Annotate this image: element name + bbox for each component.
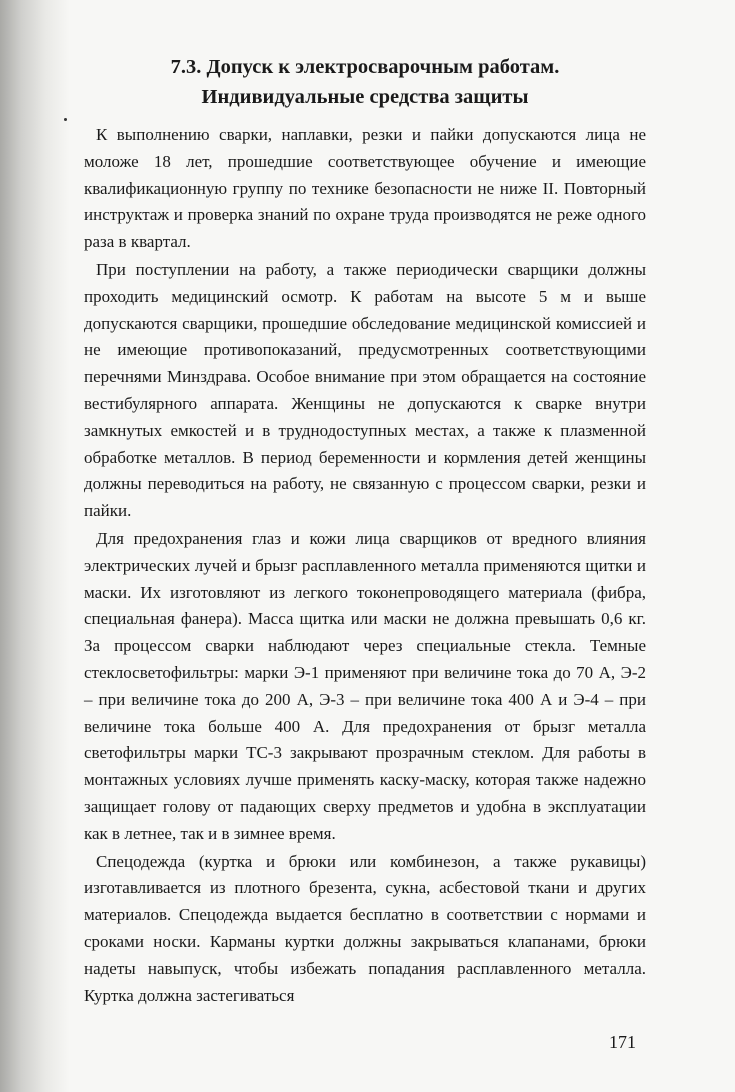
section-heading-line-1: 7.3. Допуск к электросварочным работам. [170,56,560,78]
paragraph-medical-examination: При поступлении на работу, а также периодически сварщики должны проходить медицинский осмотр. К работам на высоте 5 м и выше допускаются сварщики, прошедшие обследование медицинской комиссией и не имеющие противопоказаний, предусмотренных соответствующими перечнями Минздрава. Особое внимание при этом обращается на состояние вестибулярного аппарата. Женщины не допускаются к сварке внутри замкнутых емкостей и в труднодоступных местах, а также к плазменной обработке металлов. В период беременности и кормления детей женщины должны переводиться на работу, не связанную с процессом сварки, резки и пайки. [84,259,646,521]
scan-speck [64,118,67,121]
paragraph-protective-clothing: Спецодежда (куртка и брюки или комбинезон, а также рукавицы) изготавливается из плотного брезента, сукна, асбестовой ткани и других материалов. Спецодежда выдается бесплатно в соответствии с нормами и сроками носки. Карманы куртки должны закрываться клапанами, брюки надеты навыпуск, чтобы избежать попадания расплавленного металла. Куртка должна застегиваться [84,851,646,1005]
section-heading [84,52,646,112]
paragraph-admission-requirements: К выполнению сварки, наплавки, резки и пайки допускаются лица не моложе 18 лет, прошедшие соответствующее обучение и имеющие квалификационную группу по технике безопасности не ниже II. Повторный инструктаж и проверка знаний по охране труда производятся не реже одного раза в квартал. [84,125,646,252]
book-page [84,52,646,1009]
page-spine-shadow [0,0,70,1092]
page-number: 171 [609,1032,636,1052]
section-heading-line-2: Индивидуальные средства защиты [201,86,529,108]
paragraph-face-shields-masks: Для предохранения глаз и кожи лица сварщиков от вредного влияния электрических лучей и брызг расплавленного металла применяются щитки и маски. Их изготовляют из легкого токонепроводящего материала (фибра, специальная фанера). Масса щитка или маски не должна превышать 0,6 кг. За процессом сварки наблюдают через специальные стекла. Темные стеклосветофильтры: марки Э-1 применяют при величине тока до 70 А, Э-2 – при величине тока до 200 А, Э-3 – при величине тока 400 А и Э-4 – при величине тока больше 400 А. Для предохранения от брызг металла светофильтры марки ТС-3 закрывают прозрачным стеклом. Для работы в монтажных условиях лучше применять каску-маску, которая также надежно защищает голову от падающих сверху предметов и удобна в эксплуатации как в летнее, так и в зимнее время. [84,528,646,843]
